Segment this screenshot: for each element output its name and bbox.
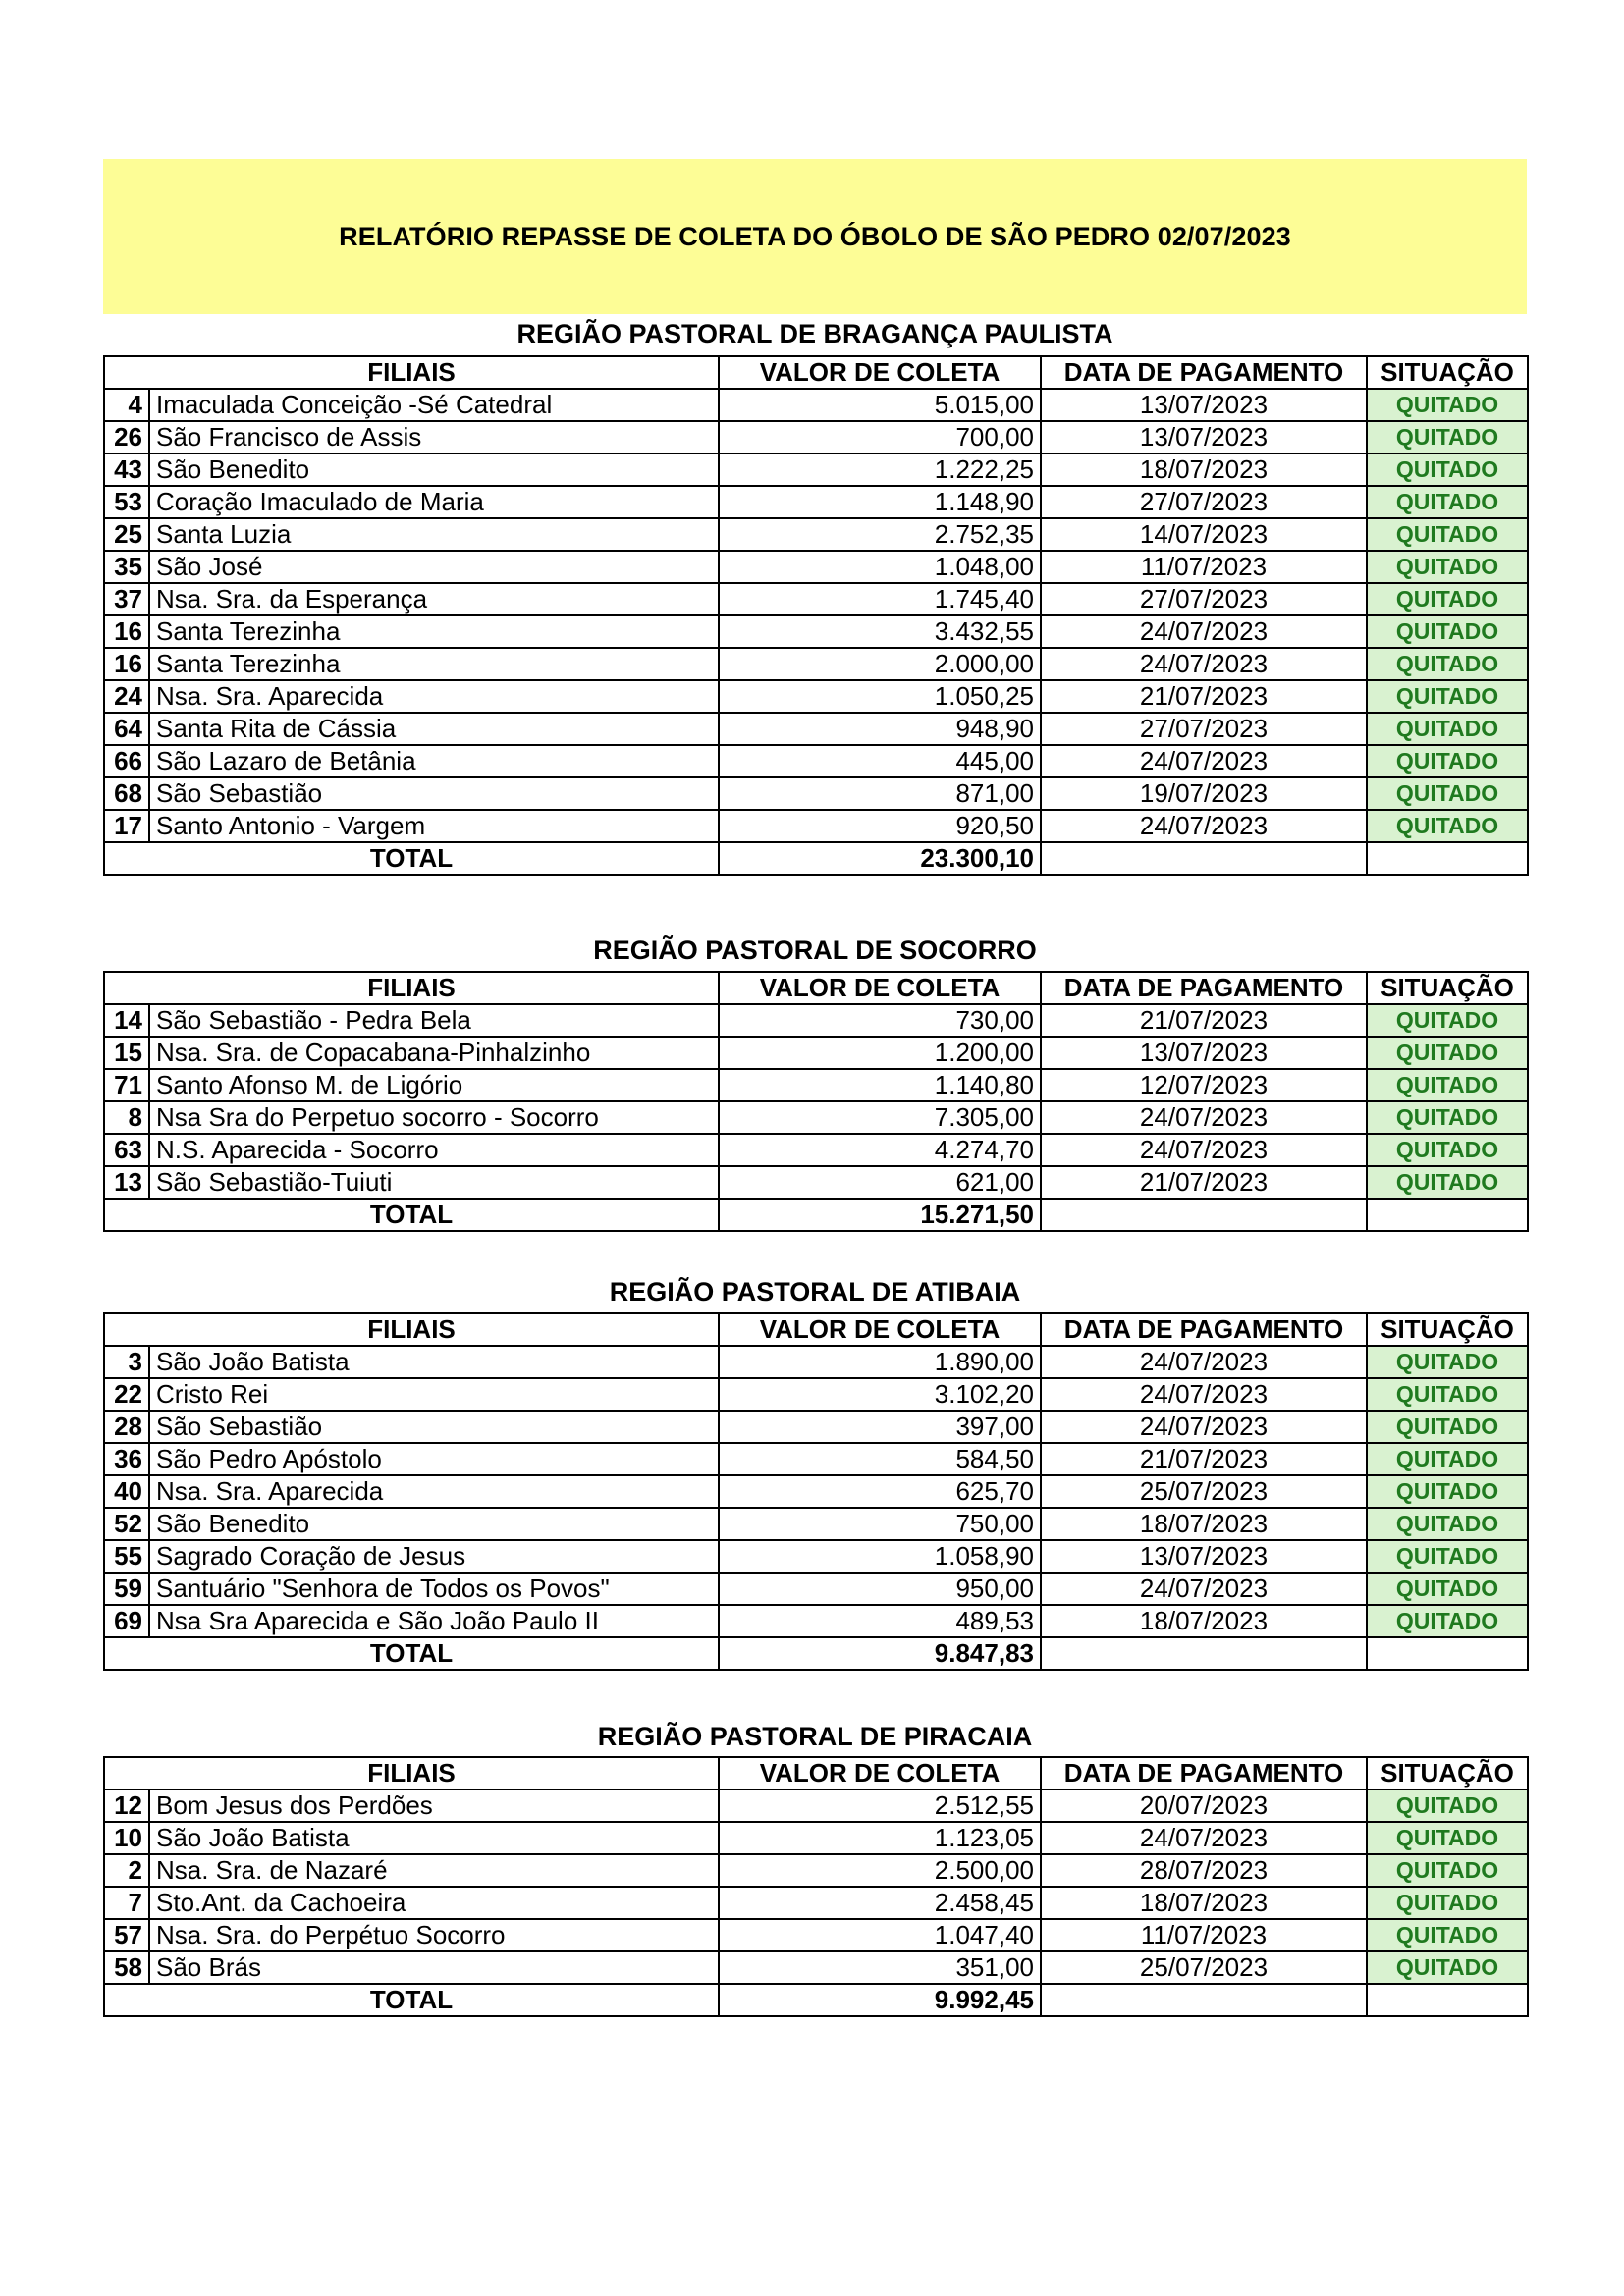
status-badge: QUITADO [1367, 1166, 1528, 1199]
collection-value: 5.015,00 [719, 389, 1041, 421]
total-row [104, 1984, 1528, 2016]
table-row [104, 1508, 1528, 1540]
table-row [104, 1346, 1528, 1378]
payment-date: 24/07/2023 [1041, 1822, 1367, 1854]
total-row [104, 842, 1528, 875]
parish-name: São João Batista [149, 1346, 719, 1378]
total-label: TOTAL [104, 1199, 719, 1231]
status-badge: QUITADO [1367, 615, 1528, 648]
parish-name: São Benedito [149, 454, 719, 486]
parish-number: 16 [104, 648, 149, 680]
status-badge: QUITADO [1367, 648, 1528, 680]
collection-value: 3.432,55 [719, 615, 1041, 648]
parish-number: 40 [104, 1475, 149, 1508]
payment-date: 14/07/2023 [1041, 518, 1367, 551]
table-row [104, 615, 1528, 648]
collection-value: 7.305,00 [719, 1101, 1041, 1134]
table-row [104, 1443, 1528, 1475]
collection-value: 397,00 [719, 1411, 1041, 1443]
payment-date: 25/07/2023 [1041, 1951, 1367, 1984]
parish-name: São Sebastião [149, 1411, 719, 1443]
table-row [104, 1854, 1528, 1887]
payment-date: 20/07/2023 [1041, 1789, 1367, 1822]
table-row [104, 1475, 1528, 1508]
table-row [104, 1166, 1528, 1199]
payment-date: 18/07/2023 [1041, 1887, 1367, 1919]
table-row [104, 1951, 1528, 1984]
collection-value: 1.058,90 [719, 1540, 1041, 1573]
status-badge: QUITADO [1367, 1508, 1528, 1540]
parish-name: São Sebastião - Pedra Bela [149, 1004, 719, 1037]
payment-date: 27/07/2023 [1041, 486, 1367, 518]
payment-date: 24/07/2023 [1041, 745, 1367, 777]
parish-name: Nsa Sra do Perpetuo socorro - Socorro [149, 1101, 719, 1134]
parish-number: 22 [104, 1378, 149, 1411]
payment-date: 24/07/2023 [1041, 1134, 1367, 1166]
collection-value: 1.140,80 [719, 1069, 1041, 1101]
status-badge: QUITADO [1367, 1443, 1528, 1475]
status-badge: QUITADO [1367, 389, 1528, 421]
table-row [104, 1789, 1528, 1822]
parish-number: 7 [104, 1887, 149, 1919]
table-row [104, 1037, 1528, 1069]
status-badge: QUITADO [1367, 1411, 1528, 1443]
status-badge: QUITADO [1367, 1919, 1528, 1951]
header-filiais: FILIAIS [104, 1313, 719, 1346]
table-row [104, 551, 1528, 583]
header-valor: VALOR DE COLETA [719, 1757, 1041, 1789]
status-badge: QUITADO [1367, 713, 1528, 745]
collection-value: 2.000,00 [719, 648, 1041, 680]
total-row [104, 1637, 1528, 1670]
parish-number: 64 [104, 713, 149, 745]
collection-value: 2.752,35 [719, 518, 1041, 551]
parish-name: São Sebastião-Tuiuti [149, 1166, 719, 1199]
parish-name: Bom Jesus dos Perdões [149, 1789, 719, 1822]
payment-date: 27/07/2023 [1041, 713, 1367, 745]
region-table [103, 1756, 1529, 2017]
collection-value: 730,00 [719, 1004, 1041, 1037]
payment-date: 18/07/2023 [1041, 1605, 1367, 1637]
table-row [104, 454, 1528, 486]
collection-value: 1.048,00 [719, 551, 1041, 583]
payment-date: 24/07/2023 [1041, 648, 1367, 680]
collection-value: 1.050,25 [719, 680, 1041, 713]
parish-name: Nsa. Sra. do Perpétuo Socorro [149, 1919, 719, 1951]
header-row [104, 356, 1528, 389]
collection-value: 351,00 [719, 1951, 1041, 1984]
parish-number: 12 [104, 1789, 149, 1822]
region-table [103, 1312, 1529, 1671]
status-badge: QUITADO [1367, 1134, 1528, 1166]
parish-number: 28 [104, 1411, 149, 1443]
parish-name: Nsa. Sra. Aparecida [149, 1475, 719, 1508]
status-badge: QUITADO [1367, 1854, 1528, 1887]
table-row [104, 1540, 1528, 1573]
total-row [104, 1199, 1528, 1231]
header-row [104, 1313, 1528, 1346]
parish-number: 10 [104, 1822, 149, 1854]
header-situacao: SITUAÇÃO [1367, 356, 1528, 389]
collection-value: 1.222,25 [719, 454, 1041, 486]
parish-name: Sto.Ant. da Cachoeira [149, 1887, 719, 1919]
table-row [104, 680, 1528, 713]
payment-date: 11/07/2023 [1041, 1919, 1367, 1951]
status-badge: QUITADO [1367, 680, 1528, 713]
status-badge: QUITADO [1367, 777, 1528, 810]
total-value: 9.992,45 [719, 1984, 1041, 2016]
payment-date: 13/07/2023 [1041, 389, 1367, 421]
collection-value: 1.200,00 [719, 1037, 1041, 1069]
parish-name: Santa Terezinha [149, 648, 719, 680]
status-badge: QUITADO [1367, 1887, 1528, 1919]
payment-date: 24/07/2023 [1041, 1573, 1367, 1605]
payment-date: 24/07/2023 [1041, 1346, 1367, 1378]
total-empty-date [1041, 1199, 1367, 1231]
table-row [104, 1378, 1528, 1411]
parish-number: 52 [104, 1508, 149, 1540]
status-badge: QUITADO [1367, 551, 1528, 583]
status-badge: QUITADO [1367, 1573, 1528, 1605]
collection-value: 871,00 [719, 777, 1041, 810]
header-row [104, 972, 1528, 1004]
parish-name: Santa Terezinha [149, 615, 719, 648]
total-label: TOTAL [104, 1984, 719, 2016]
parish-name: São João Batista [149, 1822, 719, 1854]
payment-date: 24/07/2023 [1041, 615, 1367, 648]
payment-date: 13/07/2023 [1041, 1540, 1367, 1573]
table-row [104, 486, 1528, 518]
parish-number: 14 [104, 1004, 149, 1037]
header-situacao: SITUAÇÃO [1367, 1757, 1528, 1789]
total-empty-status [1367, 1199, 1528, 1231]
parish-name: Coração Imaculado de Maria [149, 486, 719, 518]
status-badge: QUITADO [1367, 1037, 1528, 1069]
collection-value: 948,90 [719, 713, 1041, 745]
status-badge: QUITADO [1367, 1069, 1528, 1101]
parish-name: Nsa. Sra. de Copacabana-Pinhalzinho [149, 1037, 719, 1069]
collection-value: 2.458,45 [719, 1887, 1041, 1919]
parish-name: Nsa Sra Aparecida e São João Paulo II [149, 1605, 719, 1637]
total-empty-status [1367, 1637, 1528, 1670]
parish-name: Santa Rita de Cássia [149, 713, 719, 745]
total-value: 9.847,83 [719, 1637, 1041, 1670]
total-value: 15.271,50 [719, 1199, 1041, 1231]
region-table [103, 971, 1529, 1232]
parish-number: 2 [104, 1854, 149, 1887]
parish-number: 57 [104, 1919, 149, 1951]
payment-date: 21/07/2023 [1041, 1443, 1367, 1475]
payment-date: 11/07/2023 [1041, 551, 1367, 583]
collection-value: 2.500,00 [719, 1854, 1041, 1887]
table-row [104, 389, 1528, 421]
collection-value: 950,00 [719, 1573, 1041, 1605]
collection-value: 2.512,55 [719, 1789, 1041, 1822]
table-row [104, 1004, 1528, 1037]
parish-name: São Benedito [149, 1508, 719, 1540]
parish-name: Nsa. Sra. de Nazaré [149, 1854, 719, 1887]
parish-name: Santuário "Senhora de Todos os Povos" [149, 1573, 719, 1605]
parish-name: São Pedro Apóstolo [149, 1443, 719, 1475]
parish-number: 63 [104, 1134, 149, 1166]
parish-number: 59 [104, 1573, 149, 1605]
table-row [104, 713, 1528, 745]
header-filiais: FILIAIS [104, 1757, 719, 1789]
status-badge: QUITADO [1367, 810, 1528, 842]
payment-date: 18/07/2023 [1041, 454, 1367, 486]
region-table [103, 355, 1529, 876]
payment-date: 25/07/2023 [1041, 1475, 1367, 1508]
parish-number: 4 [104, 389, 149, 421]
collection-value: 445,00 [719, 745, 1041, 777]
status-badge: QUITADO [1367, 454, 1528, 486]
parish-number: 58 [104, 1951, 149, 1984]
parish-name: Santo Antonio - Vargem [149, 810, 719, 842]
parish-number: 3 [104, 1346, 149, 1378]
table-row [104, 1822, 1528, 1854]
region-title-socorro: REGIÃO PASTORAL DE SOCORRO [593, 935, 1037, 965]
table-row [104, 1919, 1528, 1951]
status-badge: QUITADO [1367, 421, 1528, 454]
parish-number: 37 [104, 583, 149, 615]
status-badge: QUITADO [1367, 486, 1528, 518]
collection-value: 700,00 [719, 421, 1041, 454]
status-badge: QUITADO [1367, 1605, 1528, 1637]
status-badge: QUITADO [1367, 1951, 1528, 1984]
status-badge: QUITADO [1367, 1346, 1528, 1378]
parish-name: Santa Luzia [149, 518, 719, 551]
status-badge: QUITADO [1367, 518, 1528, 551]
parish-name: Santo Afonso M. de Ligório [149, 1069, 719, 1101]
table-row [104, 777, 1528, 810]
total-empty-date [1041, 1637, 1367, 1670]
collection-value: 625,70 [719, 1475, 1041, 1508]
payment-date: 24/07/2023 [1041, 810, 1367, 842]
total-label: TOTAL [104, 842, 719, 875]
total-empty-status [1367, 842, 1528, 875]
parish-number: 24 [104, 680, 149, 713]
header-filiais: FILIAIS [104, 356, 719, 389]
header-data: DATA DE PAGAMENTO [1041, 1757, 1367, 1789]
header-situacao: SITUAÇÃO [1367, 972, 1528, 1004]
parish-number: 66 [104, 745, 149, 777]
collection-value: 1.890,00 [719, 1346, 1041, 1378]
payment-date: 21/07/2023 [1041, 680, 1367, 713]
table-row [104, 421, 1528, 454]
parish-number: 25 [104, 518, 149, 551]
parish-name: São Francisco de Assis [149, 421, 719, 454]
table-row [104, 1101, 1528, 1134]
parish-name: Nsa. Sra. Aparecida [149, 680, 719, 713]
payment-date: 21/07/2023 [1041, 1166, 1367, 1199]
parish-number: 15 [104, 1037, 149, 1069]
status-badge: QUITADO [1367, 1378, 1528, 1411]
total-value: 23.300,10 [719, 842, 1041, 875]
status-badge: QUITADO [1367, 1540, 1528, 1573]
parish-name: São Sebastião [149, 777, 719, 810]
header-valor: VALOR DE COLETA [719, 1313, 1041, 1346]
parish-number: 26 [104, 421, 149, 454]
table-row [104, 1134, 1528, 1166]
payment-date: 19/07/2023 [1041, 777, 1367, 810]
payment-date: 28/07/2023 [1041, 1854, 1367, 1887]
status-badge: QUITADO [1367, 1789, 1528, 1822]
header-data: DATA DE PAGAMENTO [1041, 972, 1367, 1004]
status-badge: QUITADO [1367, 1822, 1528, 1854]
parish-number: 43 [104, 454, 149, 486]
report-title: RELATÓRIO REPASSE DE COLETA DO ÓBOLO DE SÃO PEDRO 02/07/2023 [339, 221, 1291, 251]
table-row [104, 1887, 1528, 1919]
payment-date: 13/07/2023 [1041, 1037, 1367, 1069]
payment-date: 24/07/2023 [1041, 1411, 1367, 1443]
status-badge: QUITADO [1367, 1101, 1528, 1134]
region-title-atibaia: REGIÃO PASTORAL DE ATIBAIA [609, 1277, 1021, 1307]
parish-number: 13 [104, 1166, 149, 1199]
total-empty-date [1041, 842, 1367, 875]
parish-number: 53 [104, 486, 149, 518]
collection-value: 1.745,40 [719, 583, 1041, 615]
total-empty-status [1367, 1984, 1528, 2016]
status-badge: QUITADO [1367, 745, 1528, 777]
total-empty-date [1041, 1984, 1367, 2016]
parish-name: N.S. Aparecida - Socorro [149, 1134, 719, 1166]
status-badge: QUITADO [1367, 1475, 1528, 1508]
collection-value: 584,50 [719, 1443, 1041, 1475]
table-row [104, 518, 1528, 551]
collection-value: 1.123,05 [719, 1822, 1041, 1854]
parish-number: 71 [104, 1069, 149, 1101]
header-valor: VALOR DE COLETA [719, 972, 1041, 1004]
status-badge: QUITADO [1367, 1004, 1528, 1037]
parish-number: 69 [104, 1605, 149, 1637]
payment-date: 21/07/2023 [1041, 1004, 1367, 1037]
header-data: DATA DE PAGAMENTO [1041, 356, 1367, 389]
table-row [104, 745, 1528, 777]
table-row [104, 648, 1528, 680]
table-row [104, 1573, 1528, 1605]
parish-number: 17 [104, 810, 149, 842]
parish-number: 36 [104, 1443, 149, 1475]
collection-value: 920,50 [719, 810, 1041, 842]
collection-value: 3.102,20 [719, 1378, 1041, 1411]
parish-name: São Brás [149, 1951, 719, 1984]
table-row [104, 810, 1528, 842]
table-row [104, 583, 1528, 615]
collection-value: 1.047,40 [719, 1919, 1041, 1951]
header-situacao: SITUAÇÃO [1367, 1313, 1528, 1346]
parish-number: 35 [104, 551, 149, 583]
collection-value: 621,00 [719, 1166, 1041, 1199]
payment-date: 24/07/2023 [1041, 1101, 1367, 1134]
report-title-banner [103, 159, 1527, 314]
payment-date: 24/07/2023 [1041, 1378, 1367, 1411]
parish-name: Sagrado Coração de Jesus [149, 1540, 719, 1573]
payment-date: 18/07/2023 [1041, 1508, 1367, 1540]
parish-name: São Lazaro de Betânia [149, 745, 719, 777]
table-row [104, 1411, 1528, 1443]
header-data: DATA DE PAGAMENTO [1041, 1313, 1367, 1346]
payment-date: 27/07/2023 [1041, 583, 1367, 615]
parish-number: 8 [104, 1101, 149, 1134]
parish-name: Imaculada Conceição -Sé Catedral [149, 389, 719, 421]
collection-value: 4.274,70 [719, 1134, 1041, 1166]
collection-value: 489,53 [719, 1605, 1041, 1637]
region-title-braganca: REGIÃO PASTORAL DE BRAGANÇA PAULISTA [516, 319, 1113, 348]
parish-number: 55 [104, 1540, 149, 1573]
total-label: TOTAL [104, 1637, 719, 1670]
status-badge: QUITADO [1367, 583, 1528, 615]
table-row [104, 1069, 1528, 1101]
parish-name: São José [149, 551, 719, 583]
payment-date: 13/07/2023 [1041, 421, 1367, 454]
header-filiais: FILIAIS [104, 972, 719, 1004]
payment-date: 12/07/2023 [1041, 1069, 1367, 1101]
parish-number: 68 [104, 777, 149, 810]
collection-value: 1.148,90 [719, 486, 1041, 518]
header-valor: VALOR DE COLETA [719, 356, 1041, 389]
header-row [104, 1757, 1528, 1789]
region-title-piracaia: REGIÃO PASTORAL DE PIRACAIA [597, 1722, 1033, 1751]
parish-name: Cristo Rei [149, 1378, 719, 1411]
parish-number: 16 [104, 615, 149, 648]
table-row [104, 1605, 1528, 1637]
collection-value: 750,00 [719, 1508, 1041, 1540]
parish-name: Nsa. Sra. da Esperança [149, 583, 719, 615]
